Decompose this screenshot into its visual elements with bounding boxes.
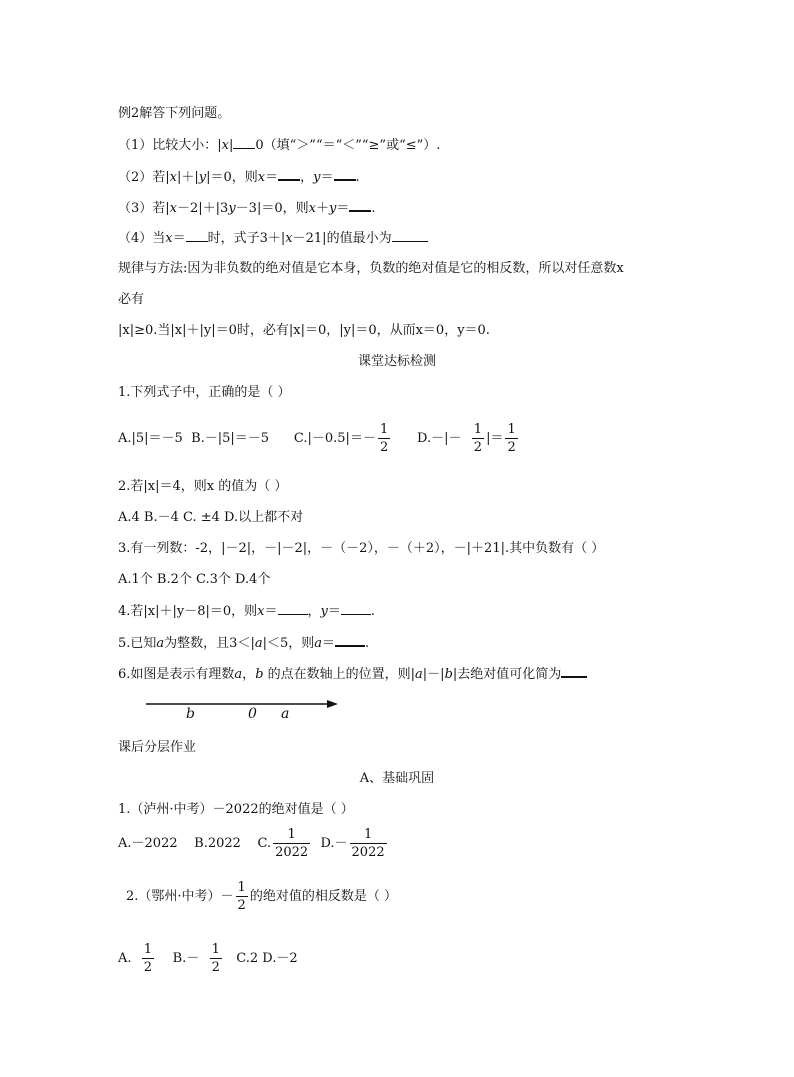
homework-2-question: 2.（鄂州·中考）－ $\frac{1}{2}$ 的绝对值的相反数是（ ） <box>126 880 397 913</box>
problem-2-options: A.4 B.－4 C. ±4 D.以上都不对 <box>118 510 304 525</box>
example-title: 例2解答下列问题。 <box>118 106 231 121</box>
origin-label: 0 <box>248 706 257 722</box>
example-q2: （2）若|x|＋|y|＝0，则x＝ ，y＝ . <box>118 167 360 187</box>
fraction: $\frac{1}{2022}$ <box>351 827 385 860</box>
example-q1: （1）比较大小：|x| 0（填“＞”“＝“＜”“≥”或“≤”）. <box>118 138 441 153</box>
fraction: $\frac{1}{2}$ <box>507 422 516 455</box>
section-heading: 课堂达标检测 <box>357 354 436 369</box>
fraction: $\frac{1}{2}$ <box>379 422 389 455</box>
answer-blank[interactable] <box>233 136 255 149</box>
answer-blank[interactable] <box>561 664 587 678</box>
homework-1-options: A.－2022 B.2022 C. $\frac{1}{2022}$ D.－ $\frac{1}{2022}$ <box>118 827 385 860</box>
answer-blank[interactable] <box>341 602 371 615</box>
problem-3-question: 3.有一列数：-2，|－2|，－|－2|，－（－2），－（＋2），－|＋21|.其中负数有（ ） <box>118 541 605 556</box>
rule-line-2: 必有 <box>118 292 145 307</box>
rule-line-3: |x|≥0.当|x|＋|y|＝0时，必有|x|＝0，|y|＝0，从而x＝0，y＝0. <box>118 323 490 338</box>
answer-blank[interactable] <box>392 229 428 242</box>
problem-5: 5.已知a为整数，且3＜|a|＜5，则a＝ . <box>118 633 369 653</box>
answer-blank[interactable] <box>335 633 365 647</box>
fraction: $\frac{1}{2}$ <box>143 942 153 975</box>
fraction: $\frac{1}{2}$ <box>237 880 246 913</box>
answer-blank[interactable] <box>278 602 308 615</box>
point-a-label: a <box>281 706 290 722</box>
problem-2-question: 2.若|x|＝4，则x 的值为（ ） <box>118 479 288 494</box>
homework-title: 课后分层作业 <box>118 740 197 755</box>
problem-3-options: A.1个 B.2个 C.3个 D.4个 <box>118 572 271 587</box>
answer-blank[interactable] <box>334 167 356 181</box>
problem-6: 6.如图是表示有理数a，b 的点在数轴上的位置，则|a|－|b|去绝对值可化简为 <box>118 664 587 684</box>
homework-2-options: A. $\frac{1}{2}$ B.－ $\frac{1}{2}$ C.2 D.－2 <box>118 942 298 975</box>
point-b-label: b <box>186 706 195 722</box>
arrow-icon <box>327 700 338 708</box>
problem-1-options: A.|5|＝－5 B.－|5|＝－5 C.|－0.5|＝－ $\frac{1}{2}$ D.－|－ $\frac{1}{2}$ |＝ $\frac{1}{2}$ <box>118 422 516 455</box>
fraction: $\frac{1}{2}$ <box>473 422 483 455</box>
problem-1-question: 1.下列式子中，正确的是（ ） <box>118 385 291 400</box>
answer-blank[interactable] <box>186 229 208 242</box>
rule-line-1: 规律与方法:因为非负数的绝对值是它本身，负数的绝对值是它的相反数，所以对任意数x <box>118 261 624 276</box>
example-q4: （4）当x＝ 时，式子3＋|x－21|的值最小为 <box>118 229 428 248</box>
example-q3: （3）若|x－2|＋|3y－3|＝0，则x＋y＝ . <box>118 198 375 218</box>
number-line <box>140 692 350 724</box>
problem-4: 4.若|x|＋|y－8|＝0，则x＝ ，y＝ . <box>118 604 376 619</box>
answer-blank[interactable] <box>278 167 300 181</box>
fraction: $\frac{1}{2022}$ <box>275 827 309 860</box>
answer-blank[interactable] <box>349 198 371 212</box>
fraction: $\frac{1}{2}$ <box>211 942 220 975</box>
homework-subtitle: A、基础巩固 <box>359 771 435 786</box>
homework-1-question: 1.（泸州·中考）－2022的绝对值是（ ） <box>118 802 354 817</box>
